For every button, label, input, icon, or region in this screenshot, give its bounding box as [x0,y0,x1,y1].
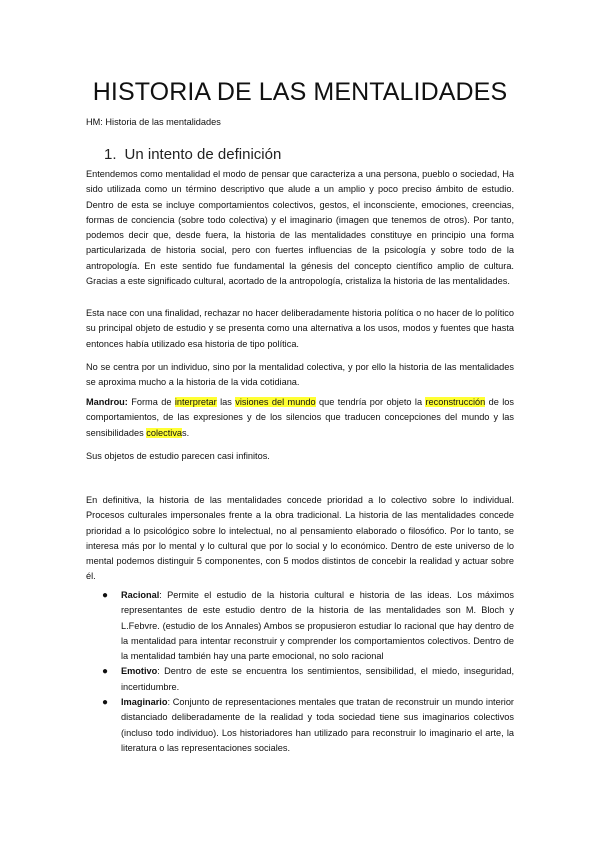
list-item [86,695,514,756]
bullet-icon: ● [102,666,109,678]
paragraph-text: Esta nace con una finalidad, rechazar no hacer deliberadamente historia política o no hacer de lo político su principal objeto de estudio y se presenta como una alternativa a los usos, modos y fuentes que hasta entonces había utilizado esa historia de tipo política. [86,308,514,349]
paragraph-text: No se centra por un individuo, sino por la mentalidad colectiva, y por ello la historia de las mentalidades se aproxima mucho a la historia de la vida cotidiana. [86,362,514,388]
text-run: las [216,397,236,407]
text-run: s. [182,427,190,438]
section-number: 1. [104,146,117,163]
section-heading [104,146,281,163]
bullet-icon: ● [102,590,109,601]
document-title: HISTORIA DE LAS MENTALIDADES [92,78,508,106]
document-subtitle: HM: Historia de las mentalidades [86,117,221,127]
highlight: visiones del mundo [235,397,316,407]
paragraph-origin [86,306,514,352]
highlight: colectiva [146,427,183,438]
paragraph-collective [86,360,514,391]
paragraph-text: Sus objetos de estudio parecen casi infinitos. [86,451,270,461]
paragraph-objects [86,449,514,464]
list-item [86,588,514,664]
list-item-label: Imaginario [121,697,168,708]
paragraph-definition [86,167,514,289]
section-title: Un intento de definición [124,146,282,163]
paragraph-text: Entendemos como mentalidad el modo de pensar que caracteriza a una persona, pueblo o sociedad, Ha sido utilizada como un término descriptivo que alude a un amplio y poco preciso ámbito de estudio. Dentro de esta se incluye comportamientos colectivos, gestos, el inconsciente, emociones, creencias, formas de conciencia (sobre todo colectiva) y el imaginario (imagen que tenemos de otros). Por tanto, podemos decir que, desde fuera, la historia de las mentalidades constituye en principio una forma particularizada de historia social, pero con fuertes influencias de la psicología y sobre todo de la antropología. En este sentido fue fundamental la génesis del concepto científico amplio de cultura. Gracias a este significado cultural, acortado de la antropología, cristaliza la historia de las mentalidades. [86,169,514,287]
paragraph-text: En definitiva, la historia de las mentalidades concede prioridad a lo colectivo sobre lo individual. Procesos culturales impersonales frente a la obra tradicional. La historia de las mentalidades concede prioridad a lo psicológico sobre lo intelectual, no al pensamiento elaborado o filosófico. Por lo tanto, se interesa más por lo mental y lo cultural que por lo social y lo económico. Dentro de este universo de lo mental podemos distinguir 5 componentes, con 5 modos distintos de concebir la realidad y actuar sobre él. [86,495,514,582]
paragraph-conclusion [86,493,514,585]
paragraph-mandrou [86,395,514,441]
text-run: Forma de [127,397,175,407]
text-run: que tendría por objeto la [315,397,426,407]
highlight: reconstrucción [425,397,486,407]
list-item-label: Racional [121,590,160,600]
text-run: de los comportamientos, de las expresiones y de los silencios que traducen concepciones del mundo y las sensibilidades [86,397,514,438]
bullet-icon: ● [102,697,109,709]
list-item-text: : Permite el estudio de la historia cultural e historia de las ideas. Los máximos representantes de este estudio dentro de la historia de las mentalidades son M. Bloch y L.Febvre. (estudio de los Annales) Ambos se propusieron estudiar lo racional que hay dentro de la mentalidad para intentar reconstruir y comprender los comportamientos colectivos. Dentro de la mentalidad también hay una parte emocional, no solo racional [121,590,514,662]
mandrou-label: Mandrou: [86,397,128,407]
list-item-text: : Dentro de este se encuentra los sentimientos, sensibilidad, el miedo, inseguridad, incertidumbre. [121,666,514,692]
components-list [86,588,514,756]
list-item [86,664,514,695]
list-item-label: Emotivo [121,666,158,677]
paragraph-text [86,395,514,441]
list-item-text: : Conjunto de representaciones mentales que tratan de reconstruir un mundo interior distanciado deliberadamente de la realidad y toda sociedad tiene sus imaginarios colectivos (incluso todo individuo). Los historiadores han utilizado para reconstruir lo imaginario el arte, la literatura o las representaciones sociales. [121,697,514,753]
highlight: interpretar [174,397,217,407]
